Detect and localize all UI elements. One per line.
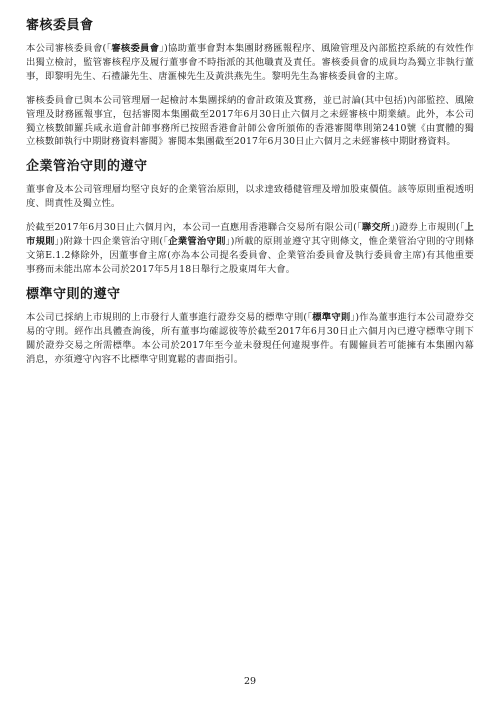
text-run: 本公司審核委員會(「 (26, 43, 112, 54)
paragraph (26, 311, 474, 367)
defined-term: 標準守則 (312, 311, 351, 323)
paragraph (26, 221, 474, 277)
paragraph (26, 42, 474, 84)
section-heading: 審核委員會 (26, 18, 94, 33)
text-run: 」)作為董事進行本公司證券交易的守則。經作出具體查詢後，所有董事均確認彼等於截至2017年6月30日止六個月內已遵守標準守則下關於證券交易之所需標準。本公司於2017年至今並未發現任何違規事件。有關僱員若可能擁有本集團內幕消息，亦須遵守內容不比標準守則寬鬆的書面指引。 (26, 311, 474, 365)
text-run: 本公司已採納上市規則的上市發行人董事進行證券交易的標準守則(「 (26, 311, 313, 323)
defined-term: 審核委員會 (111, 43, 160, 54)
document-page (26, 18, 474, 376)
section-audit-committee (26, 18, 474, 149)
paragraph (26, 183, 474, 211)
page-number: 29 (243, 676, 257, 687)
text-run: 」)證券上市規則(「 (390, 222, 465, 234)
defined-term: 上市規則 (26, 222, 474, 248)
defined-term: 聯交所 (361, 222, 391, 234)
section-corporate-governance (26, 159, 474, 276)
section-heading: 標準守則的遵守 (26, 286, 121, 302)
text-run: 」)協助董事會對本集團財務匯報程序、風險管理及內部監控系統的有效性作出獨立檢討，監管審核程序及履行董事會不時指派的其他職責及責任。審核委員會的成員均為獨立非執行董事，即黎明先生、石禮謙先生、唐滙棟先生及黃洪燕先生。黎明先生為審核委員會的主席。 (26, 43, 474, 82)
defined-term: 企業管治守則 (168, 236, 226, 248)
text-run: 」)所載的原則並遵守其守則條文，惟企業管治守則的守則條文第E.1.2條除外，因董事會主席(亦為本公司提名委員會、企業管治委員會及執行委員會主席)有其他重要事務而未能出席本公司於2017年5月18日舉行之股東周年大會。 (26, 236, 475, 275)
section-model-code (26, 287, 474, 367)
paragraph (26, 94, 474, 150)
text-run: 」)附錄十四企業管治守則(「 (54, 236, 169, 248)
text-run: 於截至2017年6月30日止六個月內，本公司一直應用香港聯合交易所有限公司(「 (26, 222, 362, 234)
section-heading: 企業管治守則的遵守 (26, 159, 148, 175)
text-run: 董事會及本公司管理層均堅守良好的企業管治原則，以求達致穩健管理及增加股東價值。該等原則重視透明度、問責性及獨立性。 (26, 184, 474, 210)
text-run: 審核委員會已與本公司管理層一起檢討本集團採納的會計政策及實務，並已討論(其中包括)內部監控、風險管理及財務匯報事宜，包括審閱本集團截至2017年6月30日止六個月之未經審核中期業績。此外，本公司獨立核數師羅兵咸永道會計師事務所已按照香港會計師公會所頒佈的香港審閱準則第2410號《由實體的獨立核數師執行中期財務資料審閱》審閱本集團截至2017年6月30日止六個月之未經審核中期財務資料。 (26, 94, 474, 148)
